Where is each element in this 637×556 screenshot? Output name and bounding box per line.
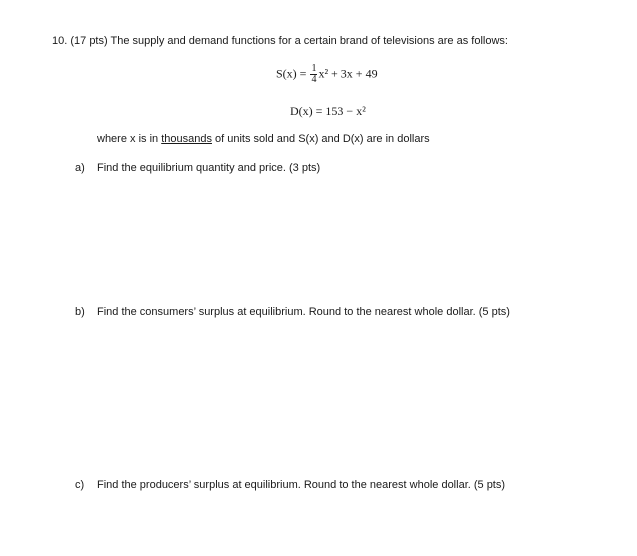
- demand-equation: [290, 104, 366, 119]
- supply-lhs: S(x) =: [276, 66, 307, 81]
- part-c-text: Find the producers’ surplus at equilibrium. Round to the nearest whole dollar. (5 pts): [97, 479, 506, 491]
- problem-points: (17 pts): [70, 35, 108, 47]
- part-c: [75, 479, 505, 491]
- problem-header: [52, 35, 508, 47]
- part-a-label: a): [75, 162, 85, 174]
- note-after: of units sold and S(x) and D(x) are in dollars: [211, 133, 430, 145]
- demand-text: D(x) = 153 − x²: [290, 104, 366, 118]
- problem-statement: The supply and demand functions for a certain brand of televisions are as follows:: [110, 35, 508, 47]
- note-before: where x is in: [97, 133, 162, 145]
- part-a-text: Find the equilibrium quantity and price. (3 pts): [97, 162, 321, 174]
- supply-fraction: [310, 64, 317, 85]
- fraction-numerator: 1: [311, 63, 317, 74]
- part-a: [75, 162, 320, 174]
- units-note: [97, 133, 430, 145]
- part-b: [75, 306, 510, 318]
- part-b-label: b): [75, 306, 85, 318]
- part-b-text: Find the consumers’ surplus at equilibrium. Round to the nearest whole dollar. (5 pts): [97, 306, 510, 318]
- note-underlined: thousands: [161, 133, 212, 145]
- part-c-label: c): [75, 479, 85, 491]
- problem-number: 10.: [52, 35, 68, 47]
- fraction-denominator: 4: [311, 74, 317, 85]
- supply-equation: [276, 64, 378, 85]
- supply-rhs: x² + 3x + 49: [318, 66, 378, 81]
